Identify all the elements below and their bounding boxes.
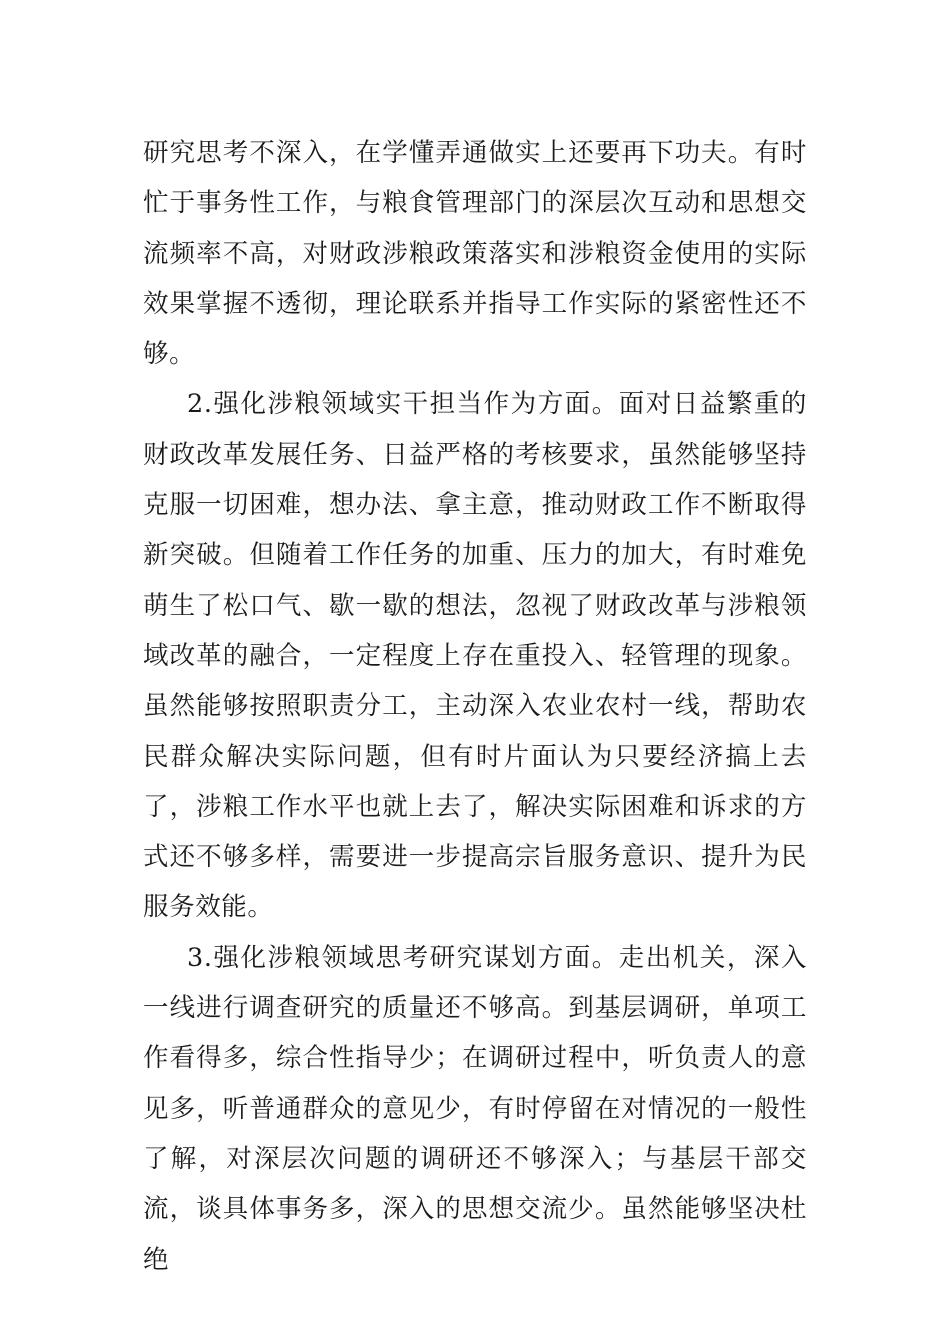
paragraph-section-3: 3.强化涉粮领域思考研究谋划方面。走出机关，深入一线进行调查研究的质量还不够高。到基层调研，单项工作看得多，综合性指导少；在调研过程中，听负责人的意见多，听普通群众的意见少，有时停留在对情况的一般性了解，对深层次问题的调研还不够深入；与基层干部交流，谈具体事务多，深入的思想交流少。虽然能够坚决杜绝 xyxy=(143,942,807,1275)
paragraph-section-2: 2.强化涉粮领域实干担当作为方面。面对日益繁重的财政改革发展任务、日益严格的考核要求，虽然能够坚持克服一切困难，想办法、拿主意，推动财政工作不断取得新突破。但随着工作任务的加重、压力的加大，有时难免萌生了松口气、歇一歇的想法，忽视了财政改革与涉粮领域改革的融合，一定程度上存在重投入、轻管理的现象。虽然能够按照职责分工，主动深入农业农村一线，帮助农民群众解决实际问题，但有时片面认为只要经济搞上去了，涉粮工作水平也就上去了，解决实际困难和诉求的方式还不够多样，需要进一步提高宗旨服务意识、提升为民服务效能。 xyxy=(143,389,807,923)
document-body xyxy=(143,128,807,1285)
paragraph-continuation: 研究思考不深入，在学懂弄通做实上还要再下功夫。有时忙于事务性工作，与粮食管理部门的深层次互动和思想交流频率不高，对财政涉粮政策落实和涉粮资金使用的实际效果掌握不透彻，理论联系并指导工作实际的紧密性还不够。 xyxy=(143,138,807,370)
